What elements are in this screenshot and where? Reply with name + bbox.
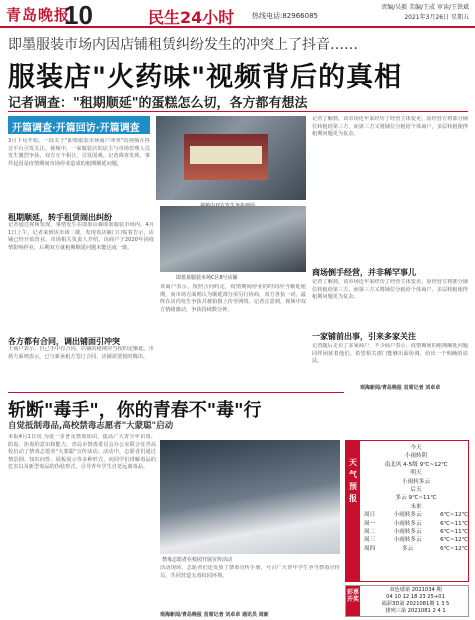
divider-2 (8, 392, 344, 393)
forecast-day: 周一 (364, 520, 376, 527)
masthead (0, 0, 475, 28)
lottery-tag: 彩票开奖 (346, 586, 360, 616)
lottery-box (345, 585, 469, 617)
sec4-title: 商场倒手经营，并非稀罕事儿 (312, 268, 416, 277)
shop-photo (160, 206, 306, 272)
weather-after-text: 多云 9℃~11℃ (395, 495, 437, 502)
column-right-2 (312, 279, 468, 329)
forecast-temp: 6℃~12℃ (440, 537, 468, 544)
column-right-1 (312, 116, 468, 266)
lottery-line: 福彩3D第 2021081期 1 3 5 (381, 601, 450, 607)
second-tail-column (160, 565, 340, 609)
second-body: 本报4月1日讯 为进一步普及禁毒知识，提高广大青少年识毒、防毒、拒毒的意识和能力，青岛市禁毒委员会办公室联合驻青高校启动了禁毒志愿者"大蒙聪"宣传活动。活动中，志愿者们通过情景剧、知识问答、展板展示等多种形式，向同学们讲解毒品的危害以及新型毒品的伪装形式，引导青年学生自觉远离毒品。 (8, 434, 156, 471)
sec4-body-cont: 记者了解到，该市场近年来经历了经营主体变更，原经营方将部分铺位转租给第三方，而第三方又将铺位分租给个体商户，多层转租使得租期问题更为复杂。 (312, 279, 468, 301)
sec4-body: 记者了解到，该市场近年来经历了经营主体变更，原经营方将部分铺位转租给第三方，而第三方又将铺位分租给个体商户，多层转租使得租期问题更为复杂。 (312, 116, 468, 138)
forecast-day: 周三 (364, 537, 376, 544)
article-deck: 记者调查："租期顺延"的蛋糕怎么切，各方都有想法 (8, 96, 308, 111)
video-screenshot-photo (156, 116, 306, 200)
lead-text: 3月下旬开始，一段关于"即墨服装市场商户冲突"的视频在抖音平台引发关注。视频中，一家服装店的店主与市场管理人员发生激烈争执，双方互不相让，引发围观。记者调查发现，事件起因是疫情期间市场停业造成的租期顺延问题。 (8, 138, 150, 167)
sec5-body: 记者随后走访了多家商户，不少商户表示，疫情期间的租期顺延问题同样困扰着他们，希望相关部门能够出面协调，给出一个明确的说法。 (312, 343, 468, 365)
weather-box (345, 440, 469, 582)
photo3-caption: 禁毒志愿者在校园开展宣传活动 (162, 557, 233, 563)
second-tail: 活动现场，志愿者们还发放了禁毒宣传手册，号召广大青年学生争当禁毒宣传员，共同营造无毒校园环境。 (160, 565, 340, 579)
weather-body (364, 444, 468, 553)
weather-tomorrow-label: 明天 (410, 470, 422, 477)
photo-sign-plate (190, 146, 262, 164)
forecast-temp: 6℃~12℃ (440, 512, 468, 519)
forecast-temp: 6℃~11℃ (440, 529, 468, 536)
sec5-title: 一家铺前出事，引来多家关注 (312, 332, 416, 341)
article-subhead: 即墨服装市场内因店铺租赁纠纷发生的冲突上了抖音…… (8, 37, 358, 53)
forecast-row (364, 511, 468, 519)
sec1-body: 记者通过视频发现，事情发生在即墨山森即墨服装市场内。4月1日上午，记者来到该市场二楼，发现该店铺门口贴着告示，店铺已经开始营业。市场相关负责人介绍，该商户于2020年因疫情影响停业，后期双方就租期顺延问题未能达成一致。 (8, 222, 154, 251)
weather-after-label: 后天 (410, 487, 422, 494)
second-byline: 观海新闻/青岛晚报 首席记者 刘卓卓 通讯员 周新 (160, 612, 269, 618)
second-subtitle: 自觉抵制毒品,高校禁毒志愿者"大蒙聪"启动 (8, 421, 174, 431)
forecast-temp: 6℃~11℃ (440, 520, 468, 527)
lottery-line: 双色球第 2021034 期 (389, 587, 442, 593)
sec3-body: 王商户表示，自己手中有合同，店铺的租期应当按约定顺延。市场方面则表示，已与新承租方签订合同，店铺需要按时腾出。 (8, 346, 154, 360)
photo-sign-shape (184, 134, 268, 180)
forecast-desc: 多云 (402, 545, 414, 552)
sec3-column (8, 346, 154, 372)
article-byline: 观海新闻/青岛晚报 首席记者 刘卓卓 (360, 385, 441, 391)
sec1-column (8, 222, 154, 332)
sec2-column (160, 284, 306, 366)
second-body-column (8, 434, 156, 616)
newspaper-logo: 青岛晚报 (6, 6, 71, 24)
article-headline: 服装店"火药味"视频背后的真相 (8, 62, 403, 93)
second-headline: 斩断"毒手"，你的青春不"毒"行 (8, 400, 262, 421)
forecast-desc: 小雨转多云 (393, 529, 422, 536)
lottery-line: 排列三第 2021081 2 4 1 (385, 608, 446, 614)
weather-today-text: 小雨转阴 (404, 453, 428, 460)
weather-today-wind: 南北风 4-5级 9℃~12℃ (384, 461, 448, 468)
forecast-row (364, 528, 468, 536)
forecast-row (364, 536, 468, 544)
weather-today-label: 今天 (410, 445, 422, 451)
topic-banner: 开篇调查·开篇回访·开篇调查 (8, 116, 150, 134)
photo2-caption: 即墨某服装市场C区8号店铺 (176, 275, 238, 281)
page-number: 10 (64, 0, 93, 30)
sec3-title: 各方都有合同，调出铺面引冲突 (8, 337, 120, 346)
editors-info (381, 3, 469, 23)
lottery-body (363, 587, 468, 615)
forecast-row (364, 545, 468, 553)
editors-line: 责编/吴毅 美编/王成 审读/王铁斌 (381, 4, 469, 11)
section-title: 民生24小时 (148, 8, 235, 27)
hotline: 热线电话:82966085 (252, 12, 318, 20)
forecast-day: 周日 (364, 512, 376, 519)
sec1-title: 租期顺延，转手租赁闹出纠纷 (8, 213, 112, 222)
forecast-desc: 小雨转多云 (393, 520, 422, 527)
divider (8, 111, 468, 112)
forecast-day: 周二 (364, 529, 376, 536)
weather-tag: 天气预报 (346, 441, 360, 581)
sec2-body: 该商户表示，按照合同约定，疫情期间停业的时间应当顺延租期，而市场方面则认为顺延部分需另行协商。双方各执一词，最终在店内发生争执并被拍摄上传至网络。记者注意到，视频中双方情绪激动，争执持续数分钟。 (160, 284, 306, 313)
forecast-row (364, 520, 468, 528)
forecast-desc: 小雨转多云 (393, 512, 422, 519)
lottery-line: 04 10 12 18 23 25+01 (386, 594, 445, 600)
campus-event-photo (160, 440, 340, 554)
forecast-temp: 6℃~12℃ (440, 545, 468, 552)
date-line: 2021年3月26日 星期五 (404, 14, 469, 21)
weather-week-label: 未来 (410, 503, 422, 510)
weather-tomorrow-text: 小雨转多云 (402, 478, 430, 485)
column-right-3 (312, 343, 468, 383)
article-lead (8, 138, 150, 210)
forecast-day: 周四 (364, 545, 376, 552)
forecast-desc: 小雨转多云 (393, 537, 422, 544)
